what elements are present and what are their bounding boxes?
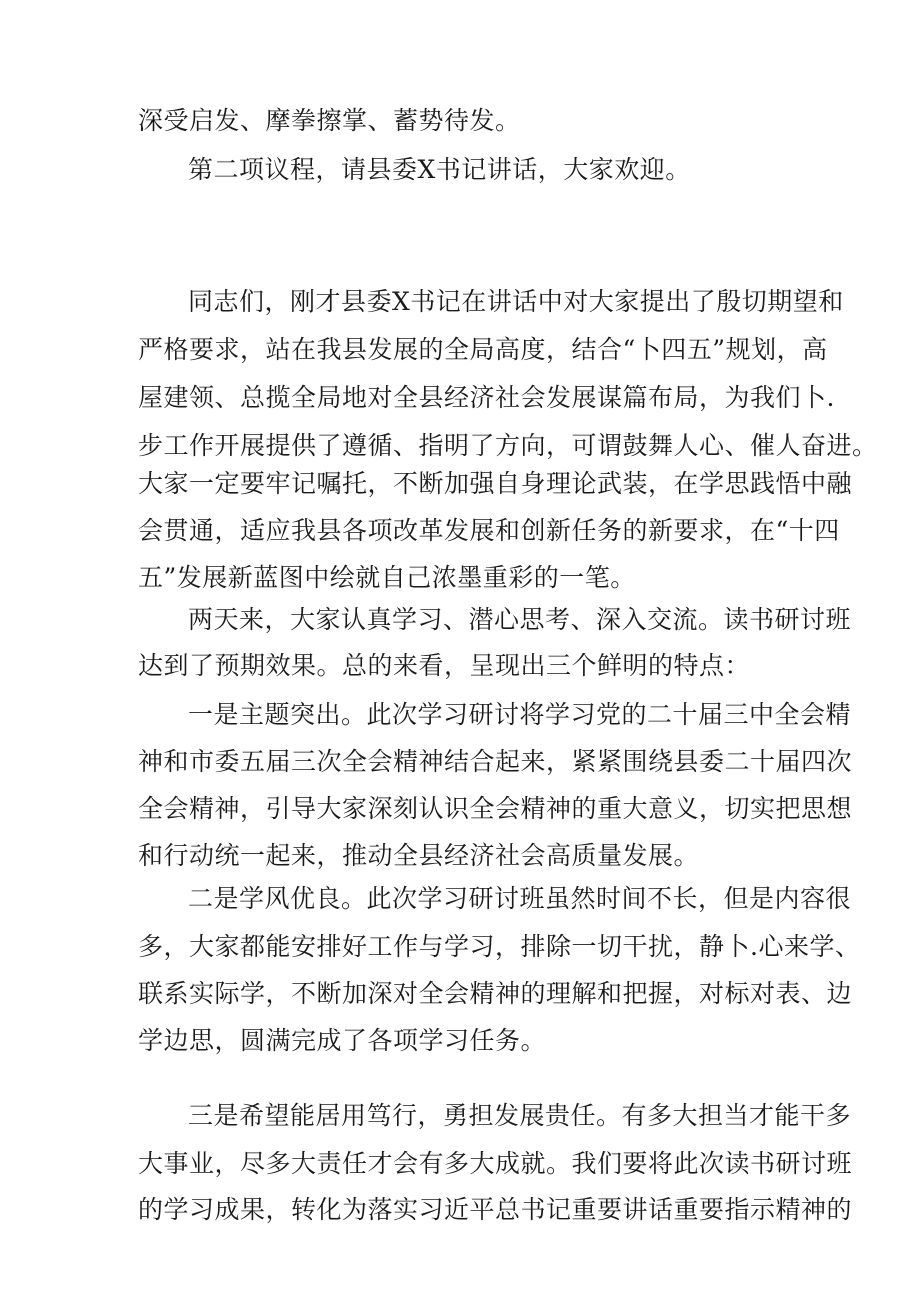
text-line: 学边思，圆满完成了各项学习任务。 bbox=[138, 1026, 547, 1055]
text-line: 联系实际学，不断加深对全会精神的理解和把握，对标对表、边 bbox=[138, 979, 853, 1008]
text-line: 深受启发、摩拳擦掌、蓄势待发。 bbox=[138, 106, 521, 135]
text-line: 屋建领、总揽全局地对全县经济社会发展谋篇布局，为我们卜. bbox=[138, 383, 835, 412]
text-line: 和行动统一起来，推动全县经济社会高质量发展。 bbox=[138, 841, 700, 870]
text-line: 严格要求，站在我县发展的全局高度，结合“卜四五”规划，高 bbox=[138, 335, 828, 364]
text-line: 三是希望能居用笃行，勇担发展贵任。有多大担当才能干多 bbox=[188, 1101, 852, 1130]
text-line: 步工作开展提供了遵循、指明了方向，可谓鼓舞人心、催人奋进。 bbox=[138, 431, 878, 460]
text-line: 达到了预期效果。总的来看，呈现出三个鲜明的特点： bbox=[138, 651, 751, 680]
text-line: 大事业，尽多大责任才会有多大成就。我们要将此次读书研讨班 bbox=[138, 1149, 853, 1178]
text-line: 的学习成果，转化为落实习近平总书记重要讲话重要指示精神的 bbox=[138, 1195, 853, 1224]
text-line: 全会精神，引导大家深刻认识全会精神的重大意义，切实把思想 bbox=[138, 794, 853, 823]
text-line: 第二项议程，请县委X书记讲话，大家欢迎。 bbox=[188, 155, 691, 184]
text-line: 神和市委五届三次全会精神结合起来，紧紧围绕县委二十届四次 bbox=[138, 747, 853, 776]
text-line: 两天来，大家认真学习、潜心思考、深入交流。读书研讨班 bbox=[188, 605, 852, 634]
text-line: 一是主题突出。此次学习研讨将学习党的二十届三中全会精 bbox=[188, 700, 852, 729]
text-line: 多，大家都能安排好工作与学习，排除一切干扰，静卜.心来学、 bbox=[138, 932, 861, 961]
text-line: 二是学风优良。此次学习研讨班虽然时间不长，但是内容很 bbox=[188, 884, 852, 913]
text-line: 会贯通，适应我县各项改革发展和创新任务的新要求，在“十四 bbox=[138, 516, 840, 545]
text-line: 同志们，刚才县委X书记在讲话中对大家提出了殷切期望和 bbox=[188, 287, 844, 316]
text-line: 大家一定要牢记嘱托，不断加强自身理论武装，在学思践悟中融 bbox=[138, 469, 853, 498]
text-line: 五”发展新蓝图中绘就自己浓墨重彩的一笔。 bbox=[138, 563, 636, 592]
